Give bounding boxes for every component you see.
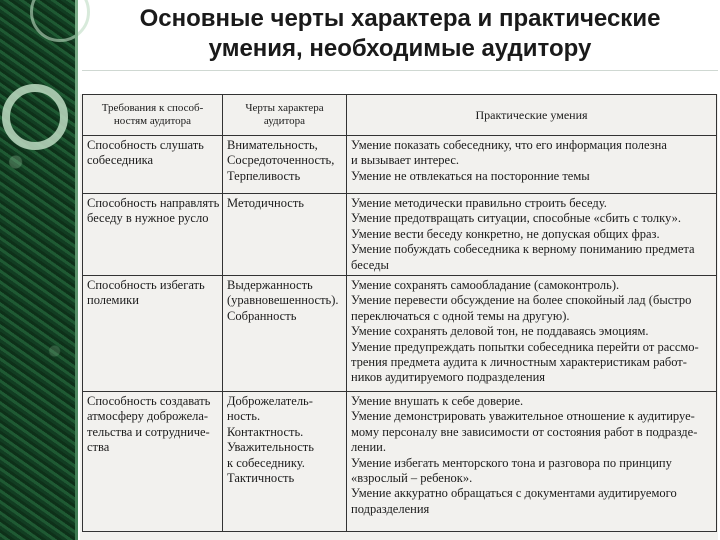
slide-title — [82, 4, 718, 64]
cell-text-line: Контактность. — [227, 424, 304, 439]
title-divider — [82, 70, 718, 71]
cell-text-line: Умение сохранять деловой тон, не поддаваясь эмоциям. — [351, 324, 649, 339]
cell-text-line: лении. — [351, 440, 386, 455]
slide-title-line1: Основные черты характера и практические — [139, 5, 661, 32]
decorative-ring-icon — [2, 84, 68, 150]
header-skills: Практические умения — [347, 95, 717, 136]
cell-text-line: Тактичность — [227, 471, 295, 486]
cell-text-line: Выдержанность — [227, 278, 313, 293]
sidebar-edge — [75, 0, 78, 540]
decorative-sidebar — [0, 0, 78, 540]
cell-text-line: Умение внушать к себе доверие. — [351, 394, 524, 409]
cell-text-line: Доброжелатель- — [227, 394, 313, 409]
skills-cell — [347, 194, 717, 276]
cell-text-line: Умение демонстрировать уважительное отношение к аудитируе- — [351, 409, 695, 424]
cell-text-line: Умение методически правильно строить беседу. — [351, 196, 607, 210]
table-row — [83, 392, 717, 532]
cell-text-line: ников аудитируемого подразделения — [351, 370, 546, 385]
cell-text-line: Умение избегать менторского тона и разговора по принципу — [351, 455, 672, 470]
cell-text-line: ства — [87, 440, 110, 455]
cell-text-line: «взрослый – ребенок». — [351, 471, 473, 486]
cell-text-line: Умение перевести обсуждение на более спокойный лад (быстро — [351, 293, 692, 308]
cell-text-line: к собеседнику. — [227, 455, 305, 470]
cell-text-line: Умение предотвращать ситуации, способные «сбить с толку». — [351, 211, 681, 226]
cell-text-line: Уважительность — [227, 440, 314, 455]
requirement-cell — [83, 276, 223, 392]
cell-text-line: Терпеливость — [227, 168, 301, 183]
cell-text-line: (уравновешенность). — [227, 293, 339, 308]
cell-text-line: Способность создавать — [87, 394, 211, 409]
skills-cell — [347, 392, 717, 532]
cell-text-line: мому персоналу вне зависимости от состояния работ в подразде- — [351, 424, 698, 439]
header-requirements: Требования к способ- ностям аудитора — [83, 95, 223, 136]
cell-text-line: Способность слушать — [87, 138, 204, 152]
cell-text-line: переключаться с одной темы на другую). — [351, 308, 570, 323]
table-row — [83, 276, 717, 392]
cell-text-line: Умение аккуратно обращаться с документами аудитируемого — [351, 486, 677, 501]
cell-text-line: полемики — [87, 293, 139, 308]
cell-text-line: Способность избегать — [87, 278, 205, 293]
cell-text-line: Умение побуждать собеседника к верному пониманию предмета — [351, 242, 695, 257]
traits-cell — [223, 136, 347, 194]
table-row — [83, 194, 717, 276]
requirement-cell — [83, 392, 223, 532]
cell-text-line: Умение не отвлекаться на посторонние темы — [351, 168, 590, 183]
cell-text-line: Умение вести беседу конкретно, не допуская общих фраз. — [351, 226, 660, 241]
cell-text-line: Собранность — [227, 308, 297, 323]
cell-text-line: ность. — [227, 409, 261, 424]
scanned-table-image — [80, 94, 718, 540]
skills-cell — [347, 276, 717, 392]
requirement-cell — [83, 136, 223, 194]
cell-text-line: беседы — [351, 257, 389, 272]
cell-text-line: Умение показать собеседнику, что его информация полезна — [351, 138, 667, 152]
cell-text-line: Методичность — [227, 196, 304, 210]
cell-text-line: подразделения — [351, 501, 430, 516]
cell-text-line: трения предмета аудита к личностным характеристикам работ- — [351, 355, 687, 370]
cell-text-line: Сосредоточенность, — [227, 153, 335, 168]
cell-text-line: собеседника — [87, 153, 154, 168]
table-header-row — [83, 95, 717, 136]
cell-text-line: атмосферу доброжела- — [87, 409, 209, 424]
cell-text-line: беседу в нужное русло — [87, 211, 209, 226]
cell-text-line: Умение предупреждать попытки собеседника перейти от рассмо- — [351, 339, 699, 354]
cell-text-line: Способность направлять — [87, 196, 220, 210]
cell-text-line: Умение сохранять самообладание (самоконтроль). — [351, 278, 620, 293]
table-row — [83, 136, 717, 194]
traits-cell — [223, 194, 347, 276]
header-traits: Черты характера аудитора — [223, 95, 347, 136]
traits-cell — [223, 392, 347, 532]
decorative-ring-icon — [30, 0, 90, 42]
cell-text-line: Внимательность, — [227, 138, 318, 152]
requirement-cell — [83, 194, 223, 276]
slide-title-line2: умения, необходимые аудитору — [208, 35, 592, 62]
cell-text-line: тельства и сотрудниче- — [87, 424, 210, 439]
traits-cell — [223, 276, 347, 392]
cell-text-line: и вызывает интерес. — [351, 153, 460, 168]
requirements-table — [82, 94, 717, 532]
skills-cell — [347, 136, 717, 194]
